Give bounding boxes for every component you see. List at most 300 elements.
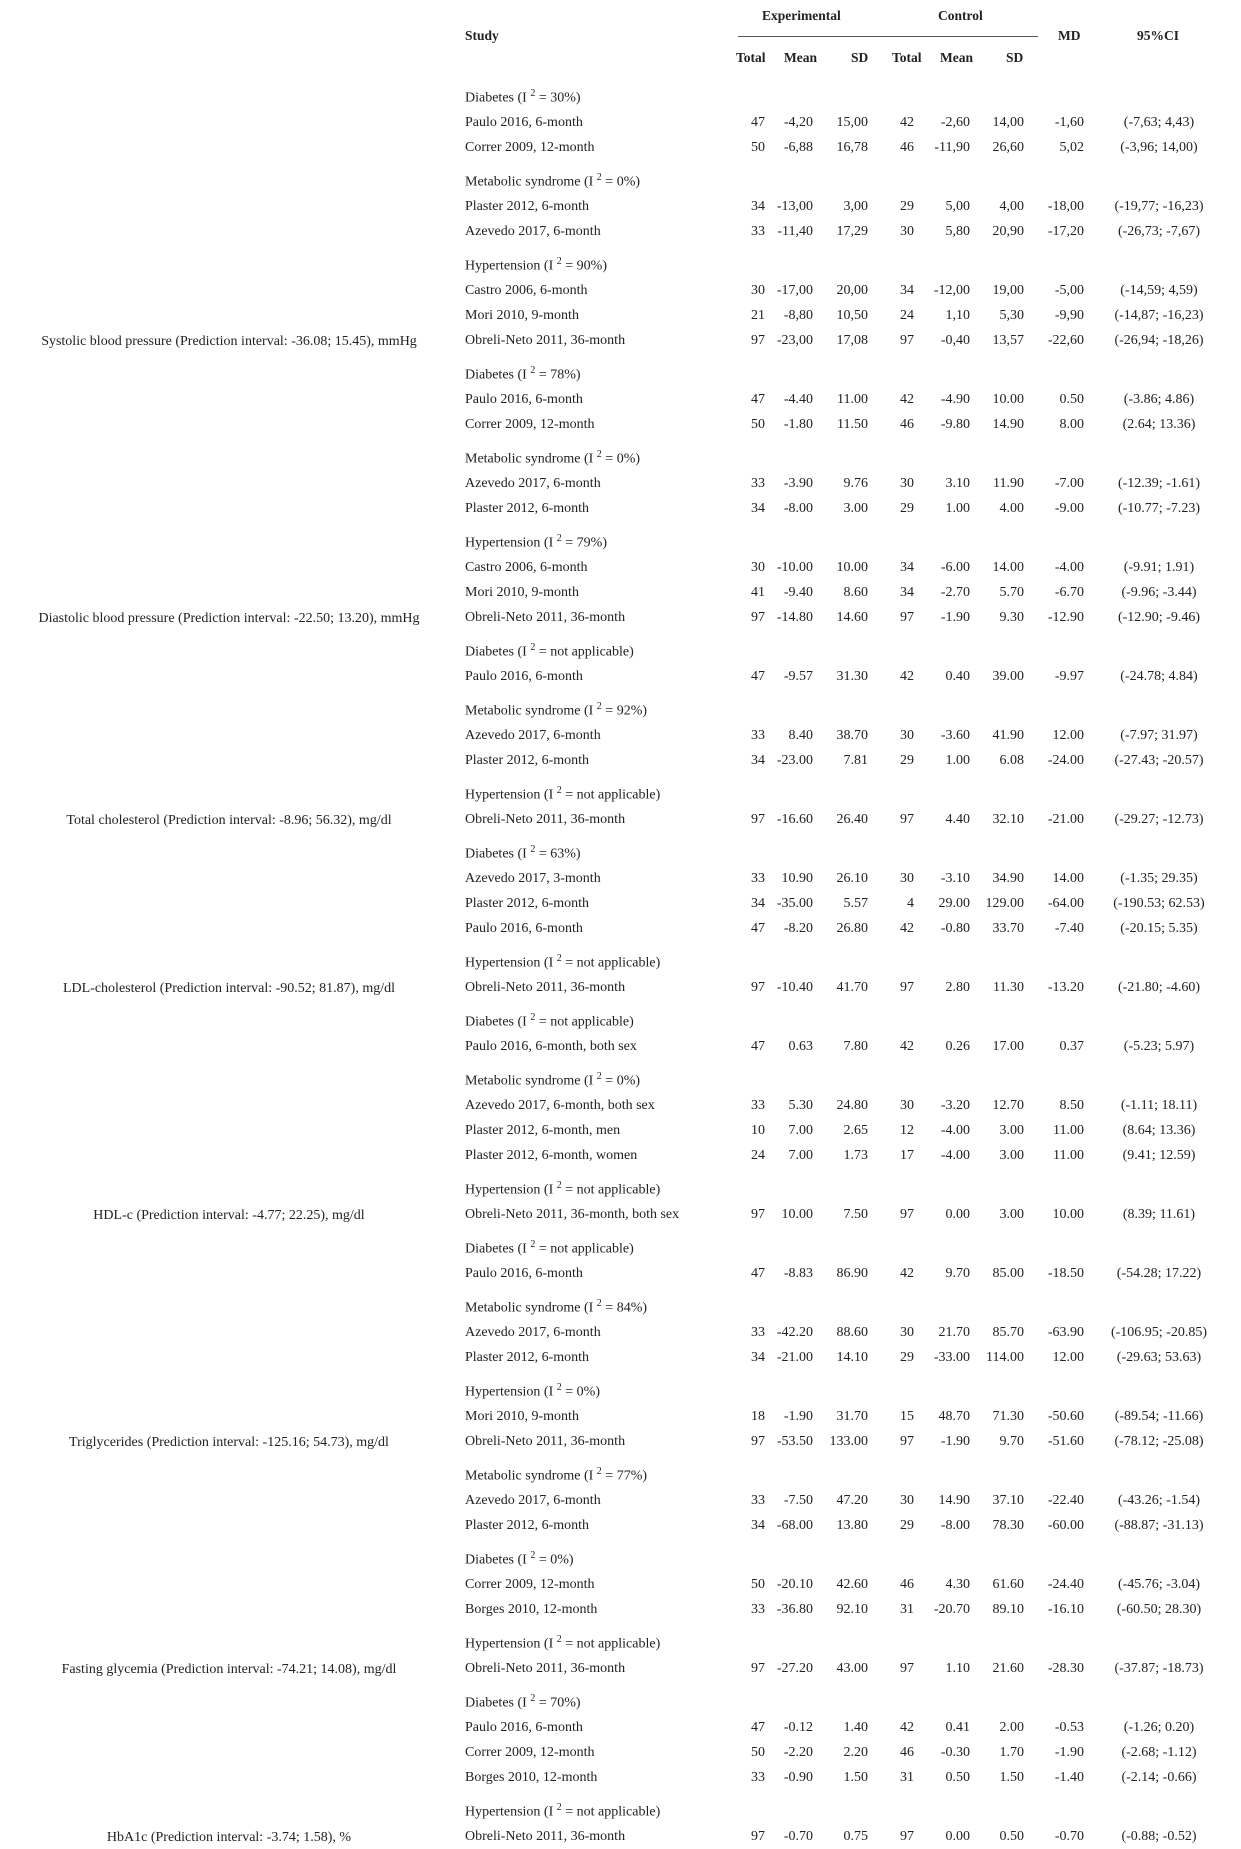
ctl-total: 42 [900,114,914,130]
mean-difference: 0.50 [1059,391,1084,407]
subgroup-label: Diabetes (I $^2$ = not applicable) [465,642,634,660]
exp-sd: 92.10 [836,1601,868,1617]
header-exp-total: Total [736,50,766,65]
ctl-total: 4 [907,895,914,911]
exp-sd: 17,29 [836,223,868,239]
exp-mean: 5.30 [788,1097,813,1113]
exp-total: 47 [751,920,765,936]
study-name: Plaster 2012, 6-month [465,500,590,516]
ctl-total: 15 [900,1408,914,1424]
ctl-mean: 5,00 [945,198,970,214]
ctl-total: 29 [900,198,914,214]
mean-difference: -4.00 [1054,559,1084,575]
ctl-total: 46 [900,416,914,432]
header-control: Control [938,8,983,23]
ctl-sd: 3.00 [999,1147,1024,1163]
mean-difference: 8.50 [1059,1097,1084,1113]
confidence-interval: (-45.76; -3.04) [1117,1576,1201,1592]
confidence-interval: (-12.39; -1.61) [1117,475,1201,491]
mean-difference: 5,02 [1059,139,1084,155]
ctl-sd: 37.10 [992,1492,1024,1508]
mean-difference: -18.50 [1047,1265,1084,1281]
study-name: Obreli-Neto 2011, 36-month [465,609,626,625]
mean-difference: -28.30 [1047,1660,1084,1676]
mean-difference: -7.00 [1054,475,1084,491]
ctl-total: 42 [900,391,914,407]
ctl-mean: 1.10 [945,1660,970,1676]
confidence-interval: (-21.80; -4.60) [1117,979,1201,995]
ctl-total: 46 [900,1744,914,1760]
study-name: Correr 2009, 12-month [465,416,595,432]
ctl-mean: 5,80 [945,223,970,239]
ctl-mean: -3.20 [940,1097,970,1113]
subgroup-label: Hypertension (I $^2$ = 0%) [465,1382,600,1400]
exp-mean: -8,80 [783,307,813,323]
mean-difference: 12.00 [1052,727,1084,743]
subgroup-label: Metabolic syndrome (I $^2$ = 0%) [465,172,641,190]
ctl-sd: 14.00 [992,559,1024,575]
ctl-mean: 0.50 [945,1769,970,1785]
subgroup-row [0,1454,1234,1488]
confidence-interval: (-78.12; -25.08) [1114,1433,1204,1449]
study-name: Correr 2009, 12-month [465,139,595,155]
ctl-sd: 3.00 [999,1206,1024,1222]
ctl-total: 29 [900,752,914,768]
exp-sd: 10,50 [836,307,868,323]
exp-total: 50 [751,416,765,432]
exp-total: 47 [751,391,765,407]
subgroup-label: Diabetes (I $^2$ = 30%) [465,88,581,106]
ctl-sd: 5,30 [999,307,1024,323]
exp-sd: 7.50 [843,1206,868,1222]
ctl-total: 97 [900,332,914,348]
superscript: 2 [556,1634,562,1646]
exp-mean: -9.57 [783,668,813,684]
exp-sd: 7.81 [843,752,868,768]
superscript: 2 [530,1693,536,1705]
ctl-total: 42 [900,920,914,936]
superscript: 2 [556,953,562,965]
confidence-interval: (-14,87; -16,23) [1114,307,1204,323]
exp-sd: 31.70 [836,1408,868,1424]
exp-sd: 14.10 [836,1349,868,1365]
study-name: Azevedo 2017, 6-month [465,223,601,239]
subgroup-label: Diabetes (I $^2$ = 0%) [465,1550,574,1568]
ctl-mean: 4.40 [945,811,970,827]
ctl-mean: 48.70 [938,1408,970,1424]
ctl-total: 42 [900,668,914,684]
ctl-sd: 13,57 [992,332,1024,348]
confidence-interval: (-2.14; -0.66) [1121,1769,1197,1785]
ctl-sd: 10.00 [992,391,1024,407]
exp-mean: -8.00 [783,500,813,516]
exp-sd: 11.50 [837,416,868,432]
exp-mean: -17,00 [776,282,813,298]
ctl-mean: 14.90 [938,1492,970,1508]
header-divider [738,36,1038,37]
exp-total: 97 [751,1828,765,1844]
confidence-interval: (-89.54; -11.66) [1114,1408,1204,1424]
exp-sd: 13.80 [836,1517,868,1533]
exp-total: 50 [751,1576,765,1592]
exp-mean: -3.90 [783,475,813,491]
exp-mean: -35.00 [776,895,813,911]
exp-sd: 88.60 [836,1324,868,1340]
superscript: 2 [596,1071,602,1083]
exp-mean: -2.20 [783,1744,813,1760]
ctl-sd: 85.70 [992,1324,1024,1340]
ctl-mean: 29.00 [938,895,970,911]
ctl-sd: 17.00 [992,1038,1024,1054]
confidence-interval: (-27.43; -20.57) [1114,752,1204,768]
exp-total: 33 [751,1097,765,1113]
exp-mean: -10.40 [776,979,813,995]
ctl-sd: 26,60 [992,139,1024,155]
exp-total: 41 [751,584,765,600]
ctl-mean: 0.41 [945,1719,970,1735]
subgroup-label: Diabetes (I $^2$ = not applicable) [465,1239,634,1257]
exp-total: 47 [751,1265,765,1281]
mean-difference: -22.40 [1047,1492,1084,1508]
ctl-sd: 6.08 [999,752,1024,768]
study-name: Castro 2006, 6-month [465,282,588,298]
mean-difference: -24.40 [1047,1576,1084,1592]
study-name: Paulo 2016, 6-month [465,1265,583,1281]
exp-mean: -10.00 [776,559,813,575]
ctl-mean: -4.90 [940,391,970,407]
confidence-interval: (-24.78; 4.84) [1120,668,1198,684]
mean-difference: -13.20 [1047,979,1084,995]
mean-difference: -16.10 [1047,1601,1084,1617]
subgroup-label: Hypertension (I $^2$ = not applicable) [465,1802,661,1820]
subgroup-label: Hypertension (I $^2$ = not applicable) [465,953,661,971]
ctl-total: 24 [900,307,914,323]
ctl-total: 97 [900,1433,914,1449]
ctl-sd: 14,00 [992,114,1024,130]
exp-total: 34 [751,752,765,768]
subgroup-row [0,1000,1234,1034]
exp-total: 33 [751,1601,765,1617]
exp-sd: 1.50 [843,1769,868,1785]
exp-total: 34 [751,198,765,214]
exp-total: 47 [751,1038,765,1054]
ctl-sd: 39.00 [992,668,1024,684]
exp-sd: 133.00 [829,1433,868,1449]
study-name: Plaster 2012, 6-month, women [465,1147,638,1163]
confidence-interval: (-1.26; 0.20) [1123,1719,1195,1735]
exp-mean: -1.80 [783,416,813,432]
ctl-sd: 5.70 [999,584,1024,600]
study-name: Obreli-Neto 2011, 36-month [465,1828,626,1844]
exp-sd: 26.40 [836,811,868,827]
exp-mean: -1.90 [783,1408,813,1424]
mean-difference: -12.90 [1047,609,1084,625]
ctl-total: 97 [900,1660,914,1676]
exp-sd: 42.60 [836,1576,868,1592]
exp-total: 97 [751,811,765,827]
confidence-interval: (-60.50; 28.30) [1116,1601,1202,1617]
study-name: Azevedo 2017, 6-month [465,475,601,491]
ctl-total: 17 [900,1147,914,1163]
ctl-mean: -12,00 [933,282,970,298]
superscript: 2 [530,642,536,654]
ctl-mean: -8.00 [940,1517,970,1533]
outcome-label: HDL-c (Prediction interval: -4.77; 22.25), mg/dl [93,1208,365,1223]
exp-total: 33 [751,870,765,886]
confidence-interval: (-190.53; 62.53) [1113,895,1205,911]
ctl-mean: 1.00 [945,500,970,516]
ctl-total: 42 [900,1038,914,1054]
results-table [0,76,1234,1849]
exp-total: 34 [751,1517,765,1533]
subgroup-row [0,1681,1234,1715]
ctl-mean: 4.30 [945,1576,970,1592]
confidence-interval: (-2.68; -1.12) [1121,1744,1197,1760]
ctl-total: 97 [900,609,914,625]
mean-difference: -1.40 [1054,1769,1084,1785]
outcome-label: Diastolic blood pressure (Prediction interval: -22.50; 13.20), mmHg [38,611,420,626]
confidence-interval: (-19,77; -16,23) [1114,198,1204,214]
exp-total: 30 [751,559,765,575]
mean-difference: -5,00 [1054,282,1084,298]
exp-sd: 14.60 [836,609,868,625]
ctl-sd: 32.10 [992,811,1024,827]
subgroup-label: Diabetes (I $^2$ = 78%) [465,365,581,383]
mean-difference: -17,20 [1047,223,1084,239]
outcome-label: LDL-cholesterol (Prediction interval: -90.52; 81.87), mg/dl [62,981,396,996]
mean-difference: -21.00 [1047,811,1084,827]
study-name: Plaster 2012, 6-month, men [465,1122,621,1138]
superscript: 2 [556,785,562,797]
subgroup-label: Hypertension (I $^2$ = 90%) [465,256,607,274]
confidence-interval: (2.64; 13.36) [1122,416,1196,432]
exp-mean: -0.70 [783,1828,813,1844]
subgroup-row [0,630,1234,664]
ctl-total: 12 [900,1122,914,1138]
ctl-mean: 9.70 [945,1265,970,1281]
subgroup-label: Diabetes (I $^2$ = 70%) [465,1693,581,1711]
study-name: Plaster 2012, 6-month [465,895,590,911]
exp-total: 34 [751,500,765,516]
mean-difference: -24.00 [1047,752,1084,768]
subgroup-row [0,832,1234,866]
ctl-total: 34 [900,559,914,575]
confidence-interval: (-37.87; -18.73) [1114,1660,1204,1676]
mean-difference: -18,00 [1047,198,1084,214]
mean-difference: -1.90 [1054,1744,1084,1760]
confidence-interval: (-3.86; 4.86) [1123,391,1195,407]
study-name: Plaster 2012, 6-month [465,1517,590,1533]
exp-total: 33 [751,727,765,743]
confidence-interval: (-43.26; -1.54) [1117,1492,1201,1508]
ctl-sd: 1.70 [999,1744,1024,1760]
exp-total: 34 [751,1349,765,1365]
confidence-interval: (-10.77; -7.23) [1117,500,1201,516]
superscript: 2 [596,172,602,184]
exp-total: 10 [751,1122,765,1138]
ctl-mean: 21.70 [938,1324,970,1340]
exp-total: 33 [751,475,765,491]
subgroup-row [0,76,1234,110]
subgroup-row [0,353,1234,387]
superscript: 2 [556,1180,562,1192]
exp-mean: -13,00 [776,198,813,214]
exp-total: 97 [751,332,765,348]
study-name: Obreli-Neto 2011, 36-month [465,332,626,348]
ctl-total: 29 [900,1349,914,1365]
exp-mean: -20.10 [776,1576,813,1592]
header-study: Study [465,28,499,43]
ctl-mean: -2,60 [940,114,970,130]
header-md: MD [1058,28,1081,43]
study-name: Plaster 2012, 6-month [465,198,590,214]
ctl-sd: 1.50 [999,1769,1024,1785]
study-name: Borges 2010, 12-month [465,1601,598,1617]
exp-mean: -4.40 [783,391,813,407]
exp-mean: 0.63 [788,1038,813,1054]
subgroup-label: Diabetes (I $^2$ = 63%) [465,844,581,862]
ctl-mean: -4.00 [940,1122,970,1138]
exp-mean: -8.20 [783,920,813,936]
mean-difference: -51.60 [1047,1433,1084,1449]
study-name: Paulo 2016, 6-month [465,1719,583,1735]
superscript: 2 [556,1382,562,1394]
ctl-sd: 114.00 [986,1349,1024,1365]
study-name: Azevedo 2017, 6-month [465,1492,601,1508]
header-ctl-total: Total [892,50,922,65]
exp-mean: -36.80 [776,1601,813,1617]
exp-mean: -53.50 [776,1433,813,1449]
exp-sd: 3,00 [843,198,868,214]
ctl-total: 97 [900,1828,914,1844]
exp-mean: -7.50 [783,1492,813,1508]
ctl-total: 97 [900,811,914,827]
exp-mean: -11,40 [777,223,813,239]
superscript: 2 [530,88,536,100]
superscript: 2 [530,1550,536,1562]
confidence-interval: (8.39; 11.61) [1122,1206,1196,1222]
ctl-mean: -3.60 [940,727,970,743]
header-ctl-sd: SD [1006,50,1024,65]
confidence-interval: (8.64; 13.36) [1122,1122,1196,1138]
confidence-interval: (-20.15; 5.35) [1120,920,1198,936]
confidence-interval: (-7,63; 4,43) [1123,114,1195,130]
mean-difference: -50.60 [1047,1408,1084,1424]
confidence-interval: (-1.35; 29.35) [1120,870,1198,886]
exp-mean: -23.00 [776,752,813,768]
superscript: 2 [530,1239,536,1251]
ctl-sd: 71.30 [992,1408,1024,1424]
ctl-total: 29 [900,500,914,516]
ctl-mean: -9.80 [940,416,970,432]
ctl-sd: 20,90 [992,223,1024,239]
subgroup-label: Diabetes (I $^2$ = not applicable) [465,1012,634,1030]
study-name: Mori 2010, 9-month [465,307,579,323]
exp-total: 50 [751,139,765,155]
exp-mean: -4,20 [783,114,813,130]
exp-mean: -14.80 [776,609,813,625]
mean-difference: -9.97 [1054,668,1084,684]
header-experimental: Experimental [762,8,841,23]
exp-sd: 43.00 [836,1660,868,1676]
exp-mean: -6,88 [783,139,813,155]
exp-total: 47 [751,668,765,684]
header-ctl-mean: Mean [940,50,973,65]
mean-difference: 11.00 [1053,1147,1084,1163]
ctl-mean: -2.70 [940,584,970,600]
exp-sd: 10.00 [836,559,868,575]
subgroup-label: Hypertension (I $^2$ = 79%) [465,533,607,551]
ctl-total: 34 [900,584,914,600]
exp-mean: -9.40 [783,584,813,600]
confidence-interval: (-29.63; 53.63) [1116,1349,1202,1365]
confidence-interval: (-0.88; -0.52) [1121,1828,1197,1844]
superscript: 2 [530,365,536,377]
header-ci: 95%CI [1137,28,1180,43]
confidence-interval: (-7.97; 31.97) [1120,727,1198,743]
header-exp-mean: Mean [784,50,817,65]
exp-sd: 3.00 [843,500,868,516]
exp-mean: -21.00 [776,1349,813,1365]
exp-sd: 17,08 [836,332,868,348]
study-name: Paulo 2016, 6-month [465,668,583,684]
exp-total: 97 [751,1206,765,1222]
exp-sd: 26.10 [836,870,868,886]
exp-sd: 1.40 [843,1719,868,1735]
exp-total: 34 [751,895,765,911]
exp-sd: 1.73 [843,1147,868,1163]
exp-total: 33 [751,1324,765,1340]
subgroup-label: Hypertension (I $^2$ = not applicable) [465,1180,661,1198]
exp-mean: -0.90 [783,1769,813,1785]
ctl-sd: 12.70 [992,1097,1024,1113]
ctl-mean: -11,90 [934,139,970,155]
mean-difference: -22,60 [1047,332,1084,348]
study-name: Paulo 2016, 6-month [465,920,583,936]
superscript: 2 [596,701,602,713]
ctl-total: 31 [900,1769,914,1785]
exp-sd: 8.60 [843,584,868,600]
ctl-sd: 33.70 [992,920,1024,936]
mean-difference: 8.00 [1059,416,1084,432]
study-name: Obreli-Neto 2011, 36-month, both sex [465,1206,680,1222]
exp-total: 97 [751,1433,765,1449]
ctl-total: 42 [900,1719,914,1735]
confidence-interval: (-1.11; 18.11) [1120,1097,1198,1113]
exp-mean: -8.83 [783,1265,813,1281]
mean-difference: 11.00 [1053,1122,1084,1138]
study-name: Plaster 2012, 6-month [465,752,590,768]
ctl-total: 42 [900,1265,914,1281]
ctl-total: 30 [900,475,914,491]
exp-total: 33 [751,223,765,239]
exp-sd: 47.20 [836,1492,868,1508]
confidence-interval: (-29.27; -12.73) [1114,811,1204,827]
exp-sd: 20,00 [836,282,868,298]
mean-difference: 0.37 [1059,1038,1084,1054]
ctl-total: 30 [900,223,914,239]
ctl-total: 97 [900,1206,914,1222]
exp-sd: 16,78 [836,139,868,155]
subgroup-label: Hypertension (I $^2$ = not applicable) [465,1634,661,1652]
subgroup-label: Metabolic syndrome (I $^2$ = 84%) [465,1298,648,1316]
ctl-mean: 3.10 [945,475,970,491]
confidence-interval: (-54.28; 17.22) [1116,1265,1202,1281]
confidence-interval: (-14,59; 4,59) [1120,282,1198,298]
ctl-total: 30 [900,727,914,743]
ctl-mean: -6.00 [940,559,970,575]
exp-mean: -16.60 [776,811,813,827]
